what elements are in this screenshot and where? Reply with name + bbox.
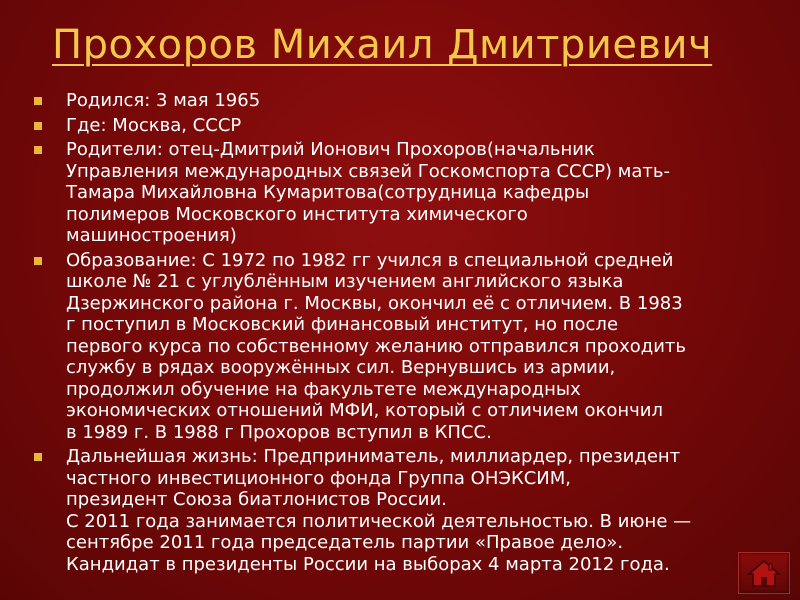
item-text-line: С 2011 года занимается политической деятельностью. В июне — [66,510,692,532]
bullet-icon [34,97,42,105]
item-text-line: Дальнейшая жизнь: Предприниматель, миллиардер, президент [66,446,681,467]
bio-list [34,90,740,578]
item-text-line: службу в рядах вооружённых сил. Вернувшись из армии, [66,357,616,378]
list-item-birth [34,90,740,112]
list-item-place [34,115,740,137]
item-text-line: продолжил обучение на факультете международных [66,378,581,400]
list-item-parents [34,139,740,247]
item-text-line: машиностроения) [66,225,237,246]
bullet-icon [34,257,42,265]
list-item-education [34,250,740,444]
item-text-line: Управления международных связей Госкомспорта СССР) мать- [66,160,670,182]
item-text-line: Образование: С 1972 по 1982 гг учился в специальной средней [66,249,674,271]
item-text-line: экономических отношений МФИ, который с отличием окончил [66,400,663,421]
item-text-line: первого курса по собственному желанию отправился проходить [66,335,687,357]
item-text-line: в 1989 г. В 1988 г Прохоров вступил в КПСС. [66,421,492,443]
item-text-line: частного инвестиционного фонда Группа ОНЭКСИМ, [66,467,572,489]
bullet-icon [34,453,42,461]
item-text-line: полимеров Московского института химического [66,203,528,225]
item-text-line: сентябре 2011 года председатель партии «Правое дело». [66,532,624,553]
item-text-line: Дзержинского района г. Москвы, окончил её с отличием. В 1983 [66,292,683,314]
item-text-line: Кандидат в президенты России на выборах 4 марта 2012 года. [66,553,670,575]
list-item-later-life [34,446,740,575]
item-text-line: Родился: 3 мая 1965 [66,90,261,111]
item-text-line: президент Союза биатлонистов России. [66,489,447,510]
item-text-line: Родители: отец-Дмитрий Ионович Прохоров(начальник [66,139,595,160]
bullet-icon [34,122,42,130]
item-text-line: Где: Москва, СССР [66,114,242,136]
home-icon [747,558,781,588]
item-text-line: Тамара Михайловна Кумаритова(сотрудница кафедры [66,182,590,203]
home-button[interactable] [738,552,790,594]
page-title: Прохоров Михаил Дмитриевич [52,22,713,68]
bullet-icon [34,146,42,154]
item-text-line: г поступил в Московский финансовый институт, но после [66,314,619,335]
item-text-line: школе № 21 с углублённым изучением английского языка [66,271,624,292]
